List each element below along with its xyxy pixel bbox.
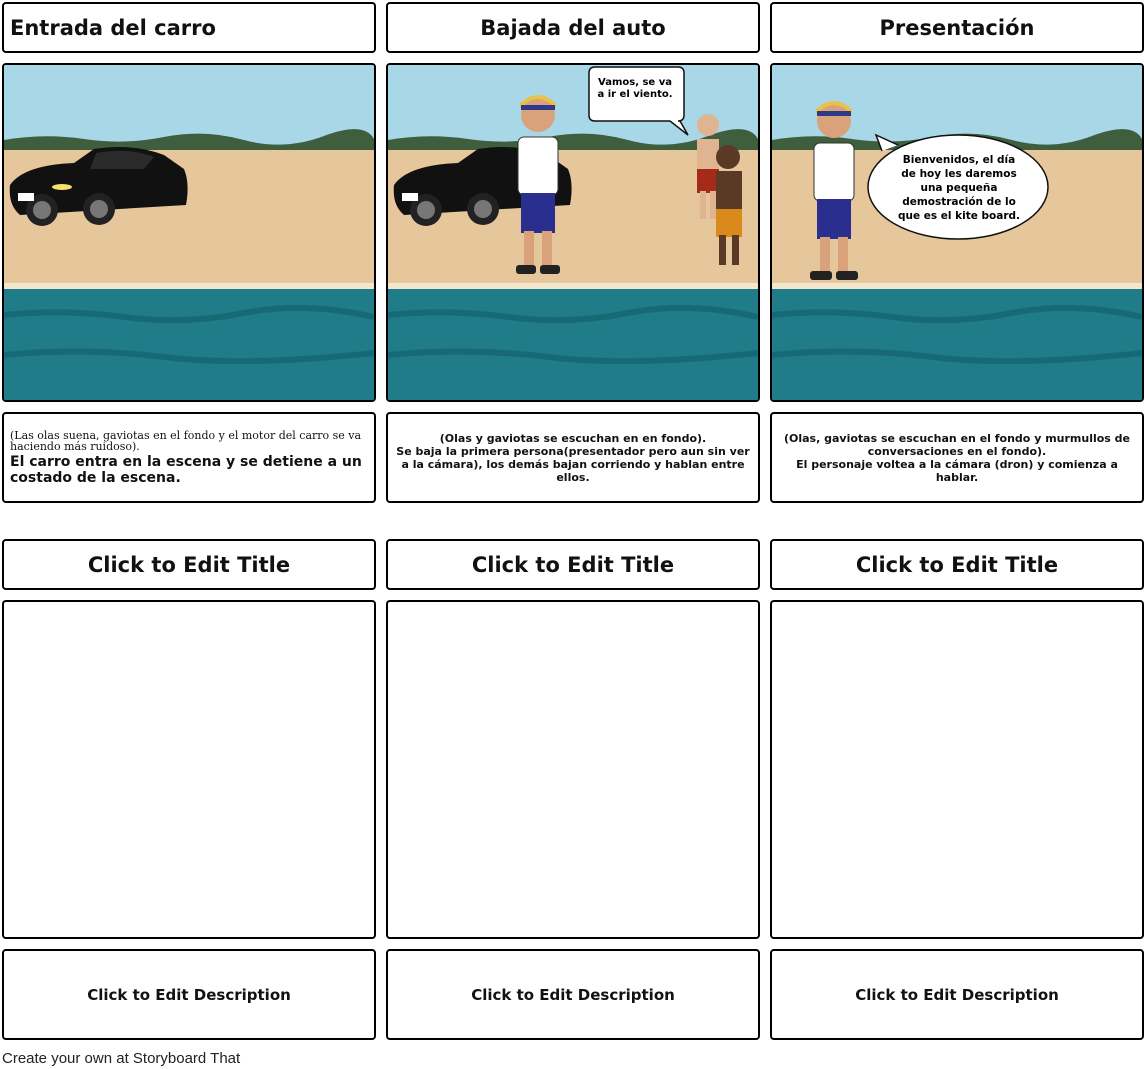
speech-bubble-text: Vamos, se va a ir el viento. — [597, 77, 673, 100]
panel-3-scene[interactable] — [770, 63, 1144, 402]
panel-5-title-text: Click to Edit Title — [471, 552, 675, 577]
panel-2-scene[interactable] — [386, 63, 760, 402]
beach-scene-exit — [388, 65, 758, 400]
beach-scene-presentation — [772, 65, 1142, 400]
panel-6-scene[interactable] — [770, 600, 1144, 939]
panel-1-description-sound: (Las olas suena, gaviotas en el fondo y el motor del carro se va haciendo más ruidoso). — [10, 428, 362, 453]
panel-1-description[interactable] — [2, 412, 376, 503]
panel-6-description-text: Click to Edit Description — [855, 985, 1059, 1004]
beach-scene-car — [4, 65, 374, 400]
panel-3-title[interactable] — [770, 2, 1144, 53]
panel-2-title[interactable] — [386, 2, 760, 53]
panel-5-description-text: Click to Edit Description — [471, 985, 675, 1004]
panel-4-scene[interactable] — [2, 600, 376, 939]
panel-4-description-text: Click to Edit Description — [87, 985, 291, 1004]
panel-4-title-text: Click to Edit Title — [87, 552, 291, 577]
panel-5-scene[interactable] — [386, 600, 760, 939]
panel-5-title[interactable] — [386, 539, 760, 590]
panel-1-title-text: Entrada del carro — [10, 15, 216, 40]
speech-bubble-text: Bienvenidos, el día de hoy les daremos una pequeña demostración de lo que es el kite board. — [897, 154, 1021, 222]
panel-4-description[interactable] — [2, 949, 376, 1040]
panel-6-description[interactable] — [770, 949, 1144, 1040]
panel-6-title[interactable] — [770, 539, 1144, 590]
panel-5-description[interactable] — [386, 949, 760, 1040]
panel-3-description[interactable] — [770, 412, 1144, 503]
panel-2-description-text: (Olas y gaviotas se escuchan en en fondo). Se baja la primera persona(presentador pero aun sin ver a la cámara), los demás bajan corriendo y hablan entre ellos. — [396, 431, 750, 484]
panel-3-title-text: Presentación — [879, 15, 1035, 40]
panel-4-title[interactable] — [2, 539, 376, 590]
panel-1-title[interactable] — [2, 2, 376, 53]
panel-6-title-text: Click to Edit Title — [855, 552, 1059, 577]
panel-3-description-text: (Olas, gaviotas se escuchan en el fondo y murmullos de conversaciones en el fondo). El personaje voltea a la cámara (dron) y comienza a hablar. — [783, 431, 1131, 484]
panel-2-description[interactable] — [386, 412, 760, 503]
footer-credit[interactable]: Create your own at Storyboard That — [2, 1050, 241, 1067]
panel-1-description-action: El carro entra en la escena y se detiene a un costado de la escena. — [10, 453, 362, 486]
panel-2-title-text: Bajada del auto — [480, 15, 666, 40]
panel-1-scene[interactable] — [2, 63, 376, 402]
